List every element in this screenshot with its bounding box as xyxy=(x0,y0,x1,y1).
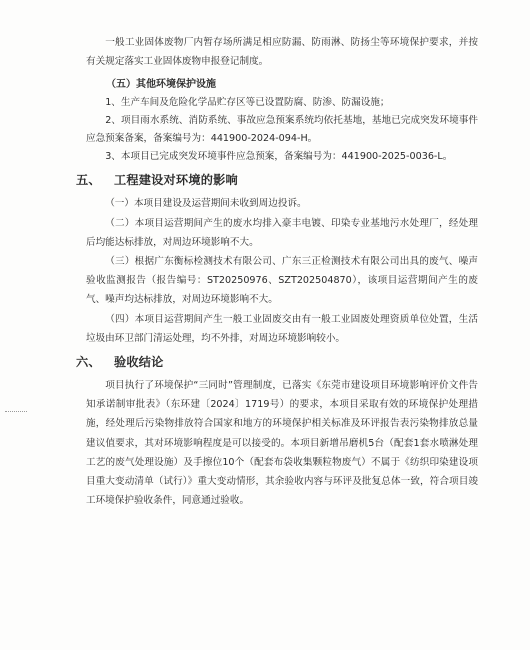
section-heading-acceptance-conclusion xyxy=(76,351,478,373)
list-item: 3、本项目已完成突发环境事件应急预案，备案编号为：441900-2025-0036-L。 xyxy=(105,151,453,163)
paragraph: （一）本项目建设及运营期间未收到周边投诉。 xyxy=(105,198,307,210)
paragraph: （三）根据广东衡标检测技术有限公司、广东三正检测技术有限公司出具的废气、噪声验收监测报告（报告编号：ST20250976、SZT202504870），该项目运营期间产生的废气、噪声均达标排放，对周边环境影响不大。 xyxy=(86,256,478,306)
section-title: 验收结论 xyxy=(114,355,164,370)
section-number: 五、 xyxy=(76,173,101,188)
document-body xyxy=(76,33,478,510)
subsection-title-other-facilities: （五）其他环境保护设施 xyxy=(106,79,216,91)
paragraph: （二）本项目运营期间产生的废水均排入豪丰电镀、印染专业基地污水处理厂，经处理后均能达标排放，对周边环境影响不大。 xyxy=(86,217,478,248)
section-number: 六、 xyxy=(76,355,101,370)
section-heading-environment-impact xyxy=(76,169,478,191)
list-item: 2、项目雨水系统、消防系统、事故应急预案系统均依托基地，基地已完成突发环境事件应急预案备案，备案编号为：441900-2024-094-H。 xyxy=(86,115,478,145)
list-item: 1、生产车间及危险化学品贮存区等已设置防腐、防渗、防漏设施； xyxy=(105,97,390,109)
paragraph-conclusion: 项目执行了环境保护“三同时”管理制度，已落实《东莞市建设项目环境影响评价文件告知承诺制审批表》（东环建〔2024〕1719号）的要求，本项目采取有效的环境保护处理措施，经处理后污染物排放符合国家和地方的环境保护相关标准及环评报告表污染物排放总量建议值要求，其对环境影响程度是可以接受的。本项目新增吊磨机5台（配套1套水喷淋处理工艺的废气处理设施）及手擦位10个（配套布袋收集颗粒物废气）不属于《纺织印染建设项目重大变动清单（试行）》重大变动情形，其余验收内容与环评及批复总体一致，符合项目竣工环境保护验收条件，同意通过验收。 xyxy=(86,380,478,507)
paragraph-solid-waste: 一般工业固体废物厂内暂存场所满足相应防漏、防雨淋、防扬尘等环境保护要求，并按有关规定落实工业固体废物申报登记制度。 xyxy=(86,37,478,68)
paragraph: （四）本项目运营期间产生一般工业固废交由有一般工业固废处理资质单位处置，生活垃圾由环卫部门清运处理，均不外排，对周边环境影响较小。 xyxy=(86,313,478,344)
margin-mark xyxy=(5,411,27,416)
section-title: 工程建设对环境的影响 xyxy=(114,173,238,188)
